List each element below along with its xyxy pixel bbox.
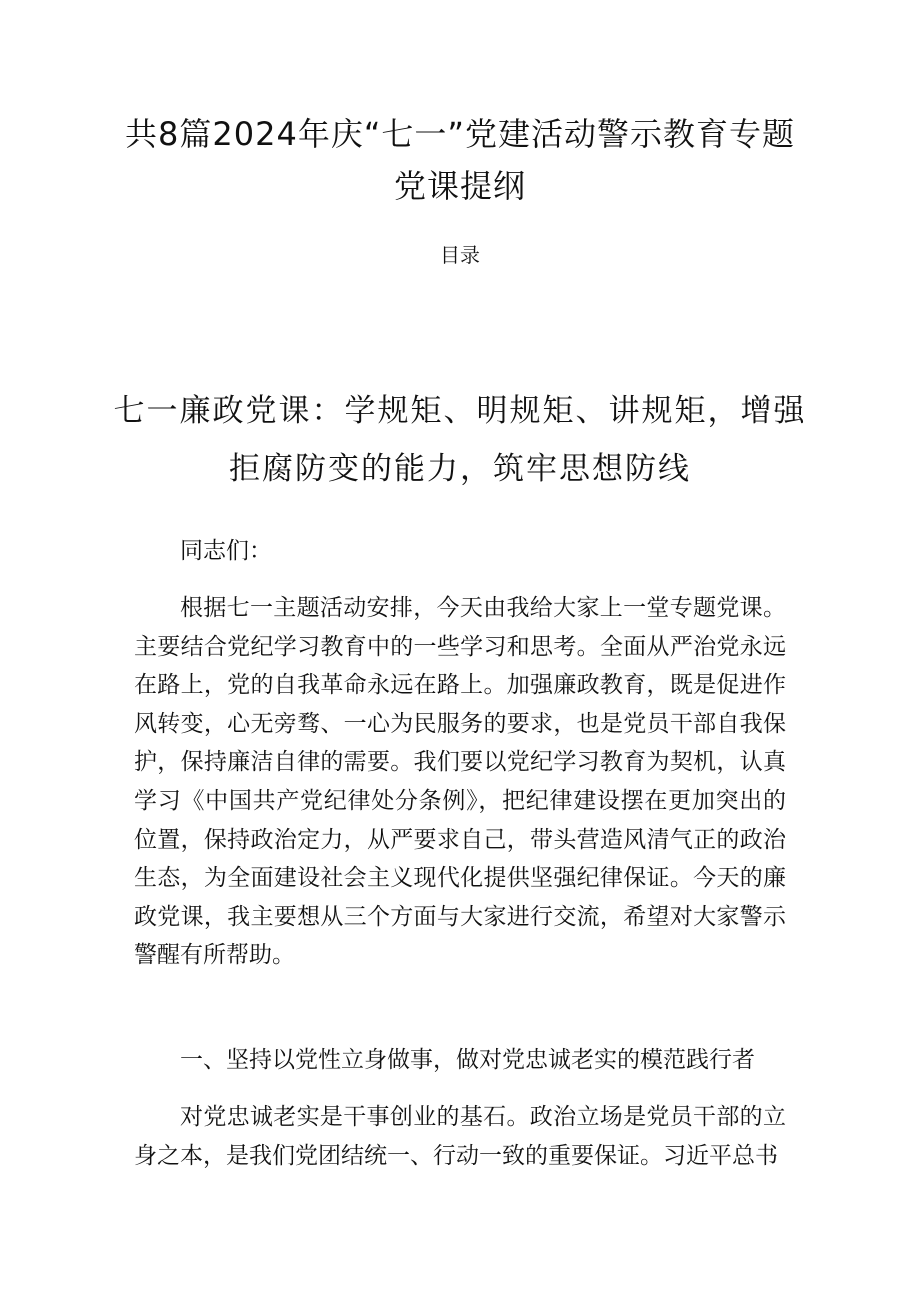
section-heading: 一、坚持以党性立身做事，做对党忠诚老实的模范践行者	[180, 1047, 755, 1073]
greeting: 同志们：	[180, 538, 272, 564]
document-title: 共8篇2024年庆“七一”党建活动警示教育专题党课提纲	[125, 115, 795, 205]
section-title: 七一廉政党课：学规矩、明规矩、讲规矩，增强拒腐防变的能力，筑牢思想防线	[113, 393, 807, 487]
paragraph: 对党忠诚老实是干事创业的基石。政治立场是党员干部的立身之本，是我们党团结统一、行动一致的重要保证。习近平总书	[134, 1104, 786, 1169]
paragraph: 根据七一主题活动安排，今天由我给大家上一堂专题党课。主要结合党纪学习教育中的一些学习和思考。全面从严治党永远在路上，党的自我革命永远在路上。加强廉政教育，既是促进作风转变，心无旁骛、一心为民服务的要求，也是党员干部自我保护，保持廉洁自律的需要。我们要以党纪学习教育为契机，认真学习《中国共产党纪律处分条例》，把纪律建设摆在更加突出的位置，保持政治定力，从严要求自己，带头营造风清气正的政治生态，为全面建设社会主义现代化提供坚强纪律保证。今天的廉政党课，我主要想从三个方面与大家进行交流，希望对大家警示警醒有所帮助。	[134, 595, 786, 969]
table-of-contents-label: 目录	[440, 243, 480, 267]
